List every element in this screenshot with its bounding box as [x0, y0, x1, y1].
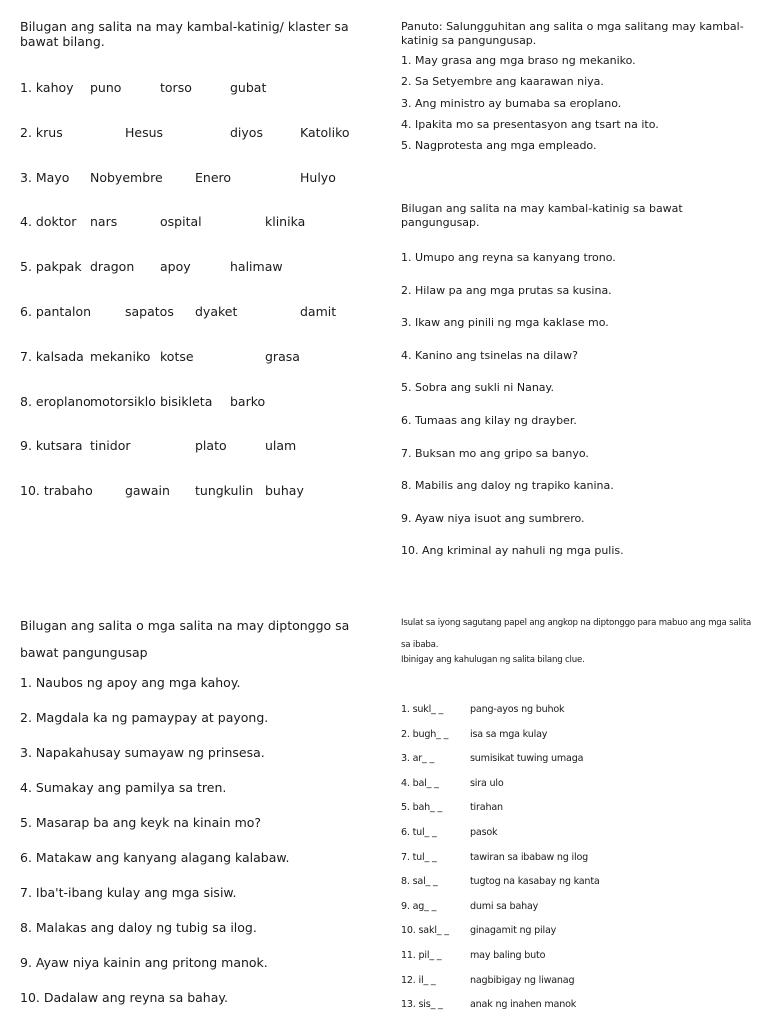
numbered-word: 6. pantalon: [20, 304, 92, 319]
word-clue: ginagamit ng pilay: [470, 925, 557, 937]
word-choice: barko: [230, 393, 266, 409]
word-choice: tungkulin: [195, 483, 254, 499]
word-clue: may baling buto: [470, 950, 546, 961]
word-blank: 8. sal_ _: [401, 876, 438, 888]
word-choice: tinidor: [90, 438, 131, 454]
word-choice: mekaniko: [90, 348, 151, 364]
word-blank: 12. il_ _: [401, 974, 436, 986]
sentence-item: 7. Iba't-ibang kulay ang mga sisiw.: [20, 885, 237, 900]
word-clue: pang-ayos ng buhok: [470, 704, 565, 715]
word-choice: gawain: [125, 483, 170, 499]
word-choice: damit: [300, 304, 337, 319]
word-blank: 4. bal_ _: [401, 777, 439, 789]
numbered-word: 3. Mayo: [20, 169, 70, 185]
sentence-item: 1. May grasa ang mga braso ng mekaniko.: [401, 54, 636, 67]
numbered-word: 4. doktor: [20, 214, 77, 230]
sentence-item: 6. Tumaas ang kilay ng drayber.: [401, 414, 577, 427]
word-choice: sapatos: [125, 304, 174, 319]
word-blank: 7. tul_ _: [401, 851, 437, 863]
word-clue: tawiran sa ibabaw ng ilog: [470, 851, 589, 863]
word-choice: Nobyembre: [90, 169, 163, 185]
word-clue: anak ng inahen manok: [470, 999, 577, 1011]
sentence-item: 8. Mabilis ang daloy ng trapiko kanina.: [401, 479, 614, 493]
sentence-item: 8. Malakas ang daloy ng tubig sa ilog.: [20, 920, 257, 935]
sentence-item: 7. Buksan mo ang gripo sa banyo.: [401, 446, 589, 460]
word-choice: Katoliko: [300, 124, 350, 140]
sentence-item: 1. Umupo ang reyna sa kanyang trono.: [401, 251, 616, 264]
sentence-item: 2. Hilaw pa ang mga prutas sa kusina.: [401, 283, 612, 297]
word-clue: isa sa mga kulay: [470, 728, 548, 740]
sentence-item: 4. Ipakita mo sa presentasyon ang tsart na ito.: [401, 117, 659, 131]
word-blank: 11. pil_ _: [401, 950, 442, 961]
numbered-word: 5. pakpak: [20, 259, 82, 275]
word-clue: dumi sa bahay: [470, 900, 539, 912]
sentence-item: 2. Magdala ka ng pamaypay at payong.: [20, 710, 269, 725]
word-blank: 9. ag_ _: [401, 900, 437, 912]
exercise3-title: Bilugan ang salita na may kambal-katinig sa bawat pangungusap.: [401, 202, 683, 229]
exercise1-title: Bilugan ang salita na may kambal-katinig/ klaster sa bawat bilang.: [20, 19, 349, 49]
word-choice: kotse: [160, 348, 194, 364]
sentence-item: 10. Ang kriminal ay nahuli ng mga pulis.: [401, 544, 624, 558]
word-choice: buhay: [265, 483, 304, 499]
sentence-item: 2. Sa Setyembre ang kaarawan niya.: [401, 75, 604, 89]
exercise5-title: Isulat sa iyong sagutang papel ang angkop na diptonggo para mabuo ang mga salita sa ibaba.: [401, 618, 752, 650]
sentence-item: 10. Dadalaw ang reyna sa bahay.: [20, 990, 228, 1005]
word-choice: klinika: [265, 214, 306, 230]
sentence-item: 4. Sumakay ang pamilya sa tren.: [20, 780, 227, 795]
numbered-word: 1. kahoy: [20, 80, 74, 95]
exercise2-title: Panuto: Salungguhitan ang salita o mga salitang may kambal-katinig sa pangungusap.: [401, 20, 744, 47]
sentence-item: 3. Ang ministro ay bumaba sa eroplano.: [401, 96, 622, 110]
word-choice: Hulyo: [300, 169, 336, 185]
word-choice: ospital: [160, 214, 202, 230]
word-choice: bisikleta: [160, 393, 213, 409]
word-choice: halimaw: [230, 259, 283, 275]
numbered-word: 10. trabaho: [20, 483, 93, 499]
word-blank: 6. tul_ _: [401, 827, 437, 838]
word-blank: 10. sakl_ _: [401, 925, 449, 937]
numbered-word: 9. kutsara: [20, 438, 83, 454]
sentence-item: 9. Ayaw niya isuot ang sumbrero.: [401, 511, 585, 525]
numbered-word: 2. krus: [20, 124, 63, 140]
word-blank: 2. bugh_ _: [401, 728, 449, 740]
sentence-item: 3. Napakahusay sumayaw ng prinsesa.: [20, 745, 265, 760]
exercise4-title: Bilugan ang salita o mga salita na may diptonggo sa bawat pangungusap: [20, 618, 350, 660]
numbered-word: 8. eroplano: [20, 393, 91, 409]
word-choice: puno: [90, 80, 122, 95]
sentence-item: 9. Ayaw niya kainin ang pritong manok.: [20, 955, 268, 970]
sentence-item: 1. Naubos ng apoy ang mga kahoy.: [20, 675, 241, 690]
word-choice: ulam: [265, 438, 297, 454]
word-choice: dragon: [90, 259, 135, 275]
exercise5-subtitle: Ibinigay ang kahulugan ng salita bilang clue.: [401, 655, 585, 665]
word-choice: grasa: [265, 348, 300, 364]
word-choice: plato: [195, 438, 227, 454]
word-choice: apoy: [160, 259, 191, 275]
word-choice: gubat: [230, 80, 267, 95]
word-choice: torso: [160, 80, 192, 95]
sentence-item: 5. Sobra ang sukli ni Nanay.: [401, 381, 554, 395]
word-blank: 3. ar_ _: [401, 753, 435, 765]
sentence-item: 5. Nagprotesta ang mga empleado.: [401, 139, 597, 153]
word-choice: dyaket: [195, 304, 238, 319]
word-blank: 13. sis_ _: [401, 999, 443, 1011]
word-clue: tugtog na kasabay ng kanta: [470, 876, 600, 888]
sentence-item: 6. Matakaw ang kanyang alagang kalabaw.: [20, 850, 290, 865]
word-clue: nagbibigay ng liwanag: [470, 974, 575, 986]
word-blank: 5. bah_ _: [401, 802, 443, 814]
word-clue: sira ulo: [470, 777, 504, 789]
word-choice: nars: [90, 214, 118, 230]
word-choice: diyos: [230, 124, 263, 140]
sentence-item: 5. Masarap ba ang keyk na kinain mo?: [20, 815, 262, 830]
sentence-item: 4. Kanino ang tsinelas na dilaw?: [401, 348, 578, 362]
numbered-word: 7. kalsada: [20, 348, 84, 364]
word-clue: sumisikat tuwing umaga: [470, 753, 584, 765]
word-choice: motorsiklo: [90, 393, 156, 409]
word-choice: Hesus: [125, 124, 164, 140]
sentence-item: 3. Ikaw ang pinili ng mga kaklase mo.: [401, 316, 609, 330]
word-choice: Enero: [195, 169, 232, 185]
word-clue: pasok: [470, 827, 498, 838]
word-blank: 1. sukl_ _: [401, 704, 444, 715]
word-clue: tirahan: [470, 802, 503, 814]
